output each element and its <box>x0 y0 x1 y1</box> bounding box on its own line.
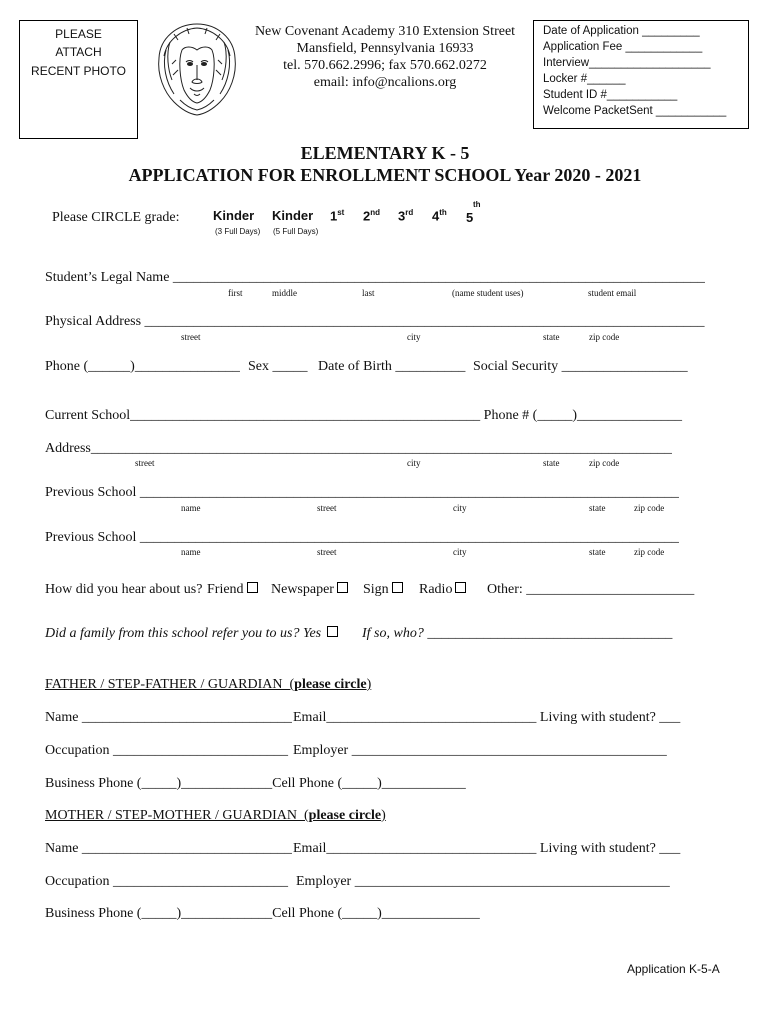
current-school-address-field[interactable]: Address___________________________________________________________________________________ <box>45 441 672 456</box>
form-id-footer: Application K-5-A <box>627 962 720 976</box>
office-use-box <box>533 20 749 129</box>
father-name-field[interactable]: Name ______________________________ <box>45 710 292 725</box>
grade-1[interactable]: 1st <box>330 208 345 224</box>
date-of-birth-field[interactable]: Date of Birth __________ <box>318 359 466 374</box>
student-id-field: Student ID #___________ <box>543 89 678 101</box>
grade-3[interactable]: 3rd <box>398 208 414 224</box>
school-city: Mansfield, Pennsylvania 16933 <box>296 41 474 56</box>
prev2-sub-state: state <box>589 547 606 557</box>
prev1-sub-state: state <box>589 503 606 513</box>
mother-section-heading: MOTHER / STEP-MOTHER / GUARDIAN (please circle) <box>45 808 386 823</box>
mother-occupation-field[interactable]: Occupation _________________________ <box>45 874 289 889</box>
address-sub-state: state <box>543 332 560 342</box>
school-phone: tel. 570.662.2996; fax 570.662.0272 <box>283 58 487 73</box>
previous-school-1-field[interactable]: Previous School _____________________________________________________________________________ <box>45 485 679 500</box>
current-address-sub-zip: zip code <box>589 458 620 468</box>
grade-kinder-5day[interactable]: Kinder <box>272 208 314 223</box>
grade-5-suffix: th <box>473 200 481 209</box>
name-sub-middle: middle <box>272 288 297 298</box>
hear-about-prompt: How did you hear about us? <box>45 582 203 597</box>
page-subtitle: APPLICATION FOR ENROLLMENT SCHOOL Year 2020 - 2021 <box>128 165 642 185</box>
prev1-sub-city: city <box>453 503 467 513</box>
address-sub-zip: zip code <box>589 332 620 342</box>
mother-employer-field[interactable]: Employer _____________________________________________ <box>296 874 670 889</box>
mother-phones-field[interactable]: Business Phone (_____)_____________Cell Phone (_____)______________ <box>45 906 480 921</box>
father-phones-field[interactable]: Business Phone (_____)_____________Cell Phone (_____)____________ <box>45 776 466 791</box>
prev1-sub-street: street <box>317 503 337 513</box>
friend-checkbox-icon[interactable] <box>247 582 258 593</box>
name-sub-last: last <box>362 288 375 298</box>
referral-question[interactable]: Did a family from this school refer you to us? Yes <box>45 626 338 642</box>
father-employer-field[interactable]: Employer _____________________________________________ <box>293 743 667 758</box>
father-occupation-field[interactable]: Occupation _________________________ <box>45 743 289 758</box>
grade-kinder-3day[interactable]: Kinder <box>213 208 255 223</box>
hear-other-field[interactable]: Other: ________________________ <box>487 582 695 597</box>
mother-email-field[interactable]: Email______________________________ Living with student? ___ <box>293 841 681 856</box>
mother-name-field[interactable]: Name ______________________________ <box>45 841 292 856</box>
lion-logo-icon <box>152 20 242 118</box>
sex-field[interactable]: Sex _____ <box>248 359 308 374</box>
referral-who-field[interactable]: If so, who? ___________________________________ <box>362 626 673 641</box>
application-fee-field: Application Fee ____________ <box>543 41 703 53</box>
prev1-sub-name: name <box>181 503 201 513</box>
name-sub-first: first <box>228 288 243 298</box>
name-sub-preferred: (name student uses) <box>452 288 524 298</box>
sign-checkbox-icon[interactable] <box>392 582 403 593</box>
current-address-sub-street: street <box>135 458 155 468</box>
prev2-sub-street: street <box>317 547 337 557</box>
school-email: email: info@ncalions.org <box>313 75 457 90</box>
grade-kinder-5day-note: (5 Full Days) <box>273 227 319 236</box>
grade-prompt: Please CIRCLE grade: <box>52 210 180 225</box>
grade-4[interactable]: 4th <box>432 208 447 224</box>
student-phone-field[interactable]: Phone (______)_______________ <box>45 359 240 374</box>
prev2-sub-zip: zip code <box>634 547 665 557</box>
physical-address-field[interactable]: Physical Address ________________________________________________________________________________ <box>45 314 705 329</box>
prev2-sub-city: city <box>453 547 467 557</box>
photo-text-line: RECENT PHOTO <box>31 64 126 78</box>
social-security-field[interactable]: Social Security __________________ <box>473 359 688 374</box>
address-sub-city: city <box>407 332 421 342</box>
newspaper-checkbox-icon[interactable] <box>337 582 348 593</box>
photo-text-line: PLEASE <box>55 27 102 41</box>
photo-text-line: ATTACH <box>55 45 102 59</box>
father-email-field[interactable]: Email______________________________ Living with student? ___ <box>293 710 681 725</box>
current-address-sub-state: state <box>543 458 560 468</box>
hear-newspaper-option[interactable]: Newspaper <box>271 582 348 598</box>
student-legal-name-field[interactable]: Student’s Legal Name ____________________________________________________________________________ <box>45 270 705 285</box>
grade-5[interactable]: 5 <box>466 210 474 225</box>
name-sub-email: student email <box>588 288 637 298</box>
radio-checkbox-icon[interactable] <box>455 582 466 593</box>
hear-friend-option[interactable]: Friend <box>207 582 258 598</box>
hear-radio-option[interactable]: Radio <box>419 582 466 598</box>
hear-sign-option[interactable]: Sign <box>363 582 403 598</box>
prev2-sub-name: name <box>181 547 201 557</box>
date-of-application-field: Date of Application _________ <box>543 25 700 37</box>
referral-yes-checkbox-icon[interactable] <box>327 626 338 637</box>
photo-box <box>19 20 138 139</box>
welcome-packet-field: Welcome PacketSent ___________ <box>543 105 727 117</box>
school-name-address: New Covenant Academy 310 Extension Street <box>254 24 516 39</box>
address-sub-street: street <box>181 332 201 342</box>
father-section-heading: FATHER / STEP-FATHER / GUARDIAN (please circle) <box>45 677 372 692</box>
grade-kinder-3day-note: (3 Full Days) <box>215 227 261 236</box>
interview-field: Interview___________________ <box>543 57 711 69</box>
prev1-sub-zip: zip code <box>634 503 665 513</box>
current-address-sub-city: city <box>407 458 421 468</box>
current-school-field[interactable]: Current School__________________________________________________ Phone # (_____)_______________ <box>45 408 682 423</box>
page-title: ELEMENTARY K - 5 <box>300 143 470 163</box>
grade-2[interactable]: 2nd <box>363 208 381 224</box>
previous-school-2-field[interactable]: Previous School _____________________________________________________________________________ <box>45 530 679 545</box>
locker-field: Locker #______ <box>543 73 626 85</box>
